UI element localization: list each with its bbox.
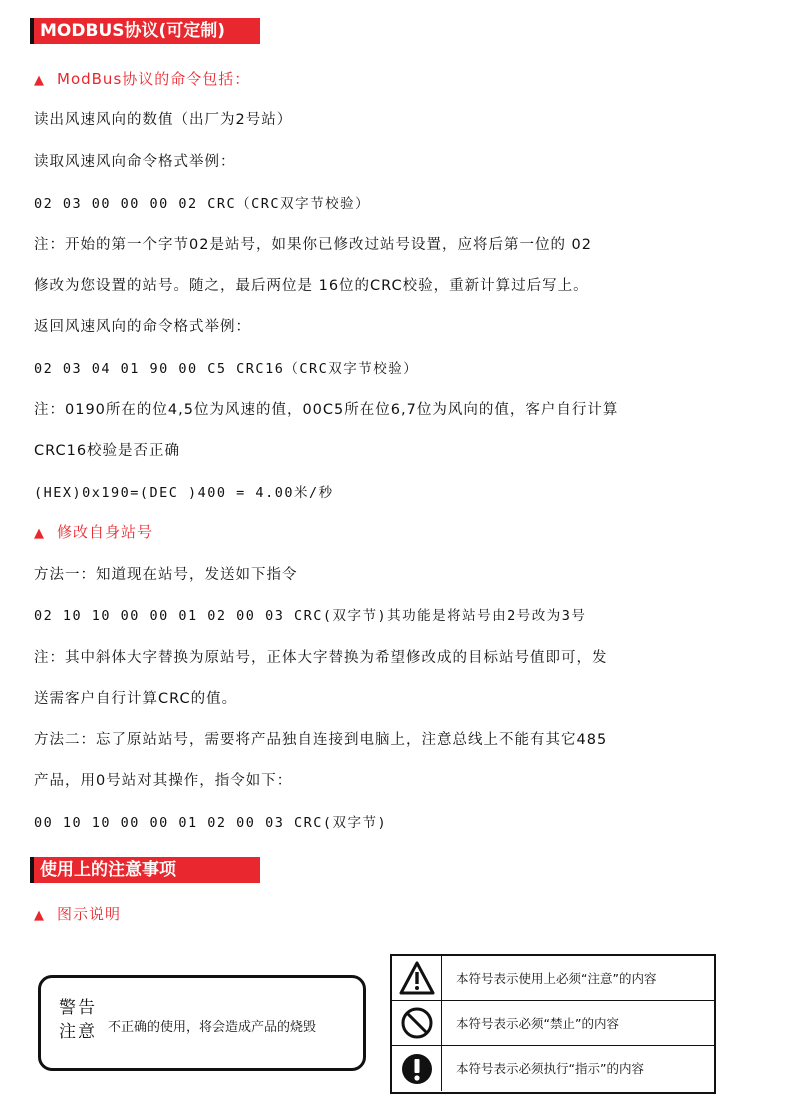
prohibited-icon: [392, 1001, 442, 1045]
command-line: 02 03 04 01 90 00 C5 CRC16（CRC双字节校验）: [34, 361, 419, 377]
symbol-row-prohibited: [392, 1001, 714, 1046]
subheading-text: 图示说明: [57, 905, 122, 923]
section-header-modbus: MODBUS协议(可定制): [30, 18, 260, 44]
symbol-row-mandatory: [392, 1046, 714, 1091]
text-line: CRC16校验是否正确: [34, 443, 181, 459]
text-line: 修改为您设置的站号。随之，最后两位是 16位的CRC校验，重新计算过后写上。: [34, 278, 589, 294]
warning-notice-box: [38, 975, 366, 1071]
subheading-text: 修改自身站号: [57, 523, 154, 541]
subheading-legend: [34, 903, 121, 924]
text-line: 注：0190所在的位4,5位为风速的值，00C5所在位6,7位为风向的值，客户自行计算: [34, 402, 619, 418]
symbol-row-caution: [392, 956, 714, 1001]
text-line: 产品，用0号站对其操作，指令如下：: [34, 773, 293, 789]
symbol-legend-table: [390, 954, 716, 1094]
text-line: 送需客户自行计算CRC的值。: [34, 691, 238, 707]
triangle-bullet-icon: ▲: [34, 908, 45, 923]
command-line: 02 03 00 00 00 02 CRC（CRC双字节校验）: [34, 196, 371, 212]
text-line: 方法二：忘了原站站号，需要将产品独自连接到电脑上，注意总线上不能有其它485: [34, 732, 608, 748]
text-line: 读出风速风向的数值（出厂为2号站）: [34, 112, 293, 128]
symbol-label: 本符号表示必须执行“指示”的内容: [456, 1061, 644, 1076]
conversion-line: (HEX)0x190=(DEC )400 = 4.00米/秒: [34, 485, 334, 501]
command-line: 02 10 10 00 00 01 02 00 03 CRC(双字节)其功能是将站号由2号改为3号: [34, 608, 587, 624]
command-line: 00 10 10 00 00 01 02 00 03 CRC(双字节): [34, 815, 388, 831]
text-line: 注：其中斜体大字替换为原站号，正体大字替换为希望修改成的目标站号值即可，发: [34, 650, 608, 666]
text-line: 注：开始的第一个字节02是站号，如果你已修改过站号设置，应将后第一位的 02: [34, 237, 593, 253]
exclamation-icon: [392, 1046, 442, 1091]
text-line: 返回风速风向的命令格式举例：: [34, 319, 251, 335]
text-line: 方法一：知道现在站号，发送如下指令: [34, 567, 298, 583]
warning-text: 不正确的使用，将会造成产品的烧毁: [108, 1020, 317, 1035]
warning-triangle-icon: [392, 956, 442, 1000]
subheading-change-station: [34, 521, 153, 542]
triangle-bullet-icon: ▲: [34, 73, 45, 88]
section-header-precautions: 使用上的注意事项: [30, 857, 260, 883]
triangle-bullet-icon: ▲: [34, 526, 45, 541]
warning-title: 警告注意: [59, 998, 97, 1042]
subheading-commands: [34, 68, 250, 89]
symbol-label: 本符号表示使用上必须“注意”的内容: [456, 971, 657, 986]
subheading-text: ModBus协议的命令包括：: [57, 70, 251, 88]
symbol-label: 本符号表示必须“禁止”的内容: [456, 1016, 619, 1031]
text-line: 读取风速风向命令格式举例：: [34, 154, 236, 170]
